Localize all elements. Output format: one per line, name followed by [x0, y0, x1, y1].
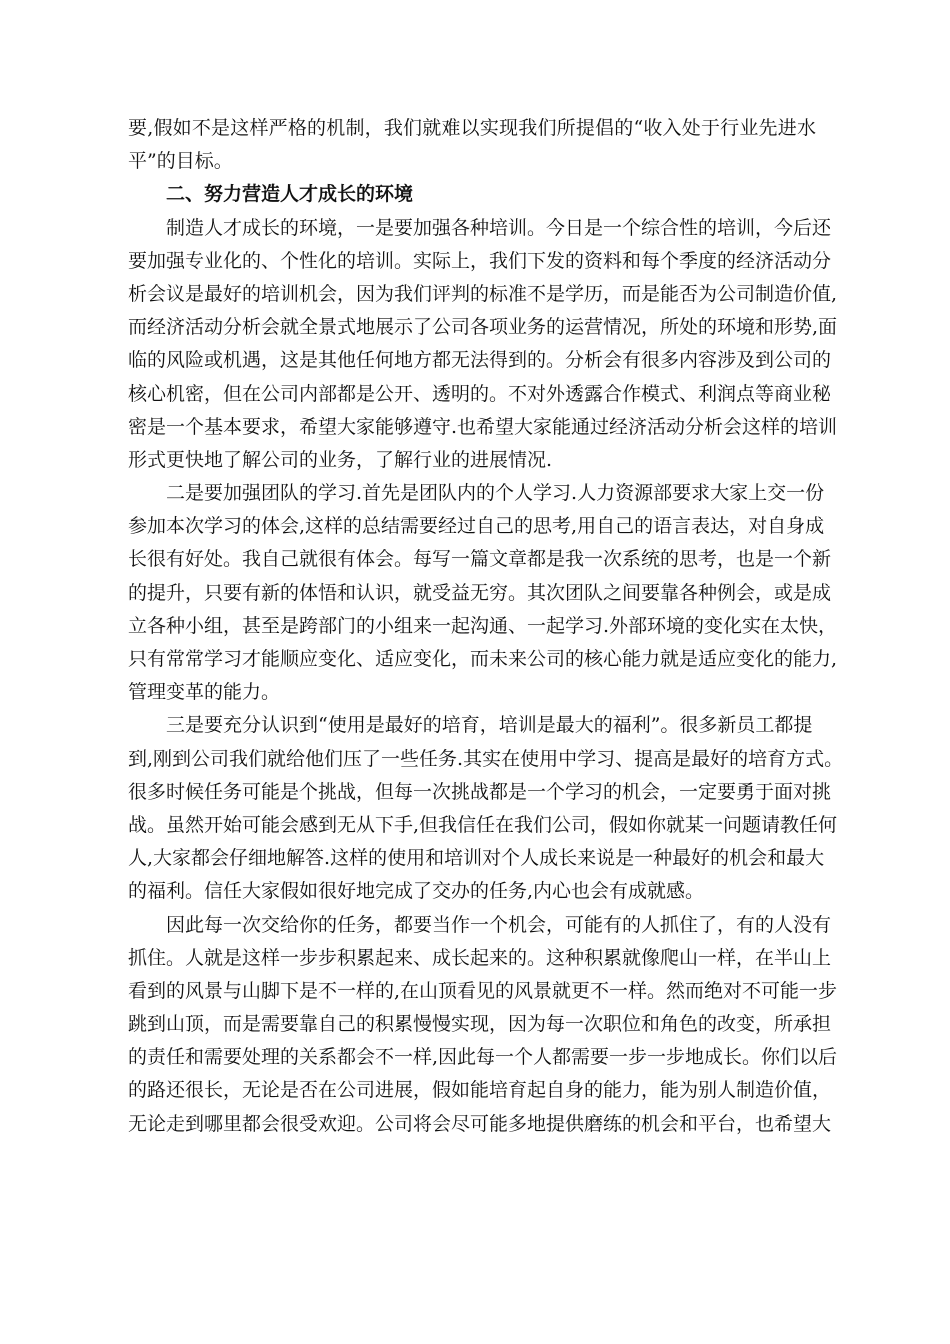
- text-line: 临的风险或机遇，这是其他任何地方都无法得到的。分析会有很多内容涉及到公司的: [128, 349, 832, 372]
- document-body: [128, 112, 850, 1141]
- text-line: 到,刚到公司我们就给他们压了一些任务.其实在使用中学习、提高是最好的培育方式。: [128, 747, 844, 770]
- section-heading: 二、努力营造人才成长的环境: [166, 183, 414, 206]
- text-line: 看到的风景与山脚下是不一样的,在山顶看见的风景就更不一样。然而绝对不可能一步: [128, 979, 838, 1002]
- text-line: 只有常常学习才能顺应变化、适应变化，而未来公司的核心能力就是适应变化的能力,: [128, 648, 838, 670]
- text-line: 的福利。信任大家假如很好地完成了交办的任务,内心也会有成就感。: [128, 880, 705, 903]
- text-line: 的责任和需要处理的关系都会不一样,因此每一个人都需要一步一步地成长。你们以后: [128, 1046, 838, 1069]
- text-line: 核心机密，但在公司内部都是公开、透明的。不对外透露合作模式、利润点等商业秘: [128, 382, 832, 405]
- text-line: 管理变革的能力。: [128, 681, 281, 704]
- text-line: 形式更快地了解公司的业务，了解行业的进展情况.: [128, 448, 553, 471]
- text-line: 析会议是最好的培训机会，因为我们评判的标准不是学历，而是能否为公司制造价值,: [128, 282, 838, 305]
- text-line: 的路还很长，无论是否在公司进展，假如能培育起自身的能力，能为别人制造价值，: [128, 1079, 832, 1102]
- text-line: 参加本次学习的体会,这样的总结需要经过自己的思考,用自己的语言表达，对自身成: [128, 515, 825, 538]
- paragraph-first-line: 二是要加强团队的学习.首先是团队内的个人学习.人力资源部要求大家上交一份: [166, 482, 825, 505]
- text-line: 无论走到哪里都会很受欢迎。公司将会尽可能多地提供磨练的机会和平台，也希望大: [128, 1112, 832, 1135]
- text-line: 跳到山顶，而是需要靠自己的积累慢慢实现，因为每一次职位和角色的改变，所承担: [128, 1013, 832, 1036]
- text-line: 很多时候任务可能是个挑战，但每一次挑战都是一个学习的机会，一定要勇于面对挑: [128, 780, 832, 803]
- paragraph-first-line: 三是要充分认识到“使用是最好的培育，培训是最大的福利”。很多新员工都提: [166, 714, 813, 737]
- text-line: 人,大家都会仔细地解答.这样的使用和培训对个人成长来说是一种最好的机会和最大: [128, 847, 825, 870]
- text-line: 平”的目标。: [128, 150, 233, 173]
- text-line: 立各种小组，甚至是跨部门的小组来一起沟通、一起学习.外部环境的变化实在太快，: [128, 614, 838, 637]
- text-line: 而经济活动分析会就全景式地展示了公司各项业务的运营情况，所处的环境和形势,面: [128, 316, 838, 339]
- paragraph-first-line: 因此每一次交给你的任务，都要当作一个机会，可能有的人抓住了，有的人没有: [166, 913, 832, 936]
- text-line: 抓住。人就是这样一步步积累起来、成长起来的。这种积累就像爬山一样，在半山上: [128, 946, 832, 969]
- text-line: 要,假如不是这样严格的机制，我们就难以实现我们所提倡的“收入处于行业先进水: [128, 117, 817, 139]
- text-line: 的提升，只要有新的体悟和认识，就受益无穷。其次团队之间要靠各种例会，或是成: [128, 581, 832, 604]
- text-line: 长很有好处。我自己就很有体会。每写一篇文章都是我一次系统的思考，也是一个新: [128, 548, 832, 571]
- text-line: 密是一个基本要求，希望大家能够遵守.也希望大家能通过经济活动分析会这样的培训: [128, 415, 838, 438]
- text-line: 战。虽然开始可能会感到无从下手,但我信任在我们公司，假如你就某一问题请教任何: [128, 813, 838, 836]
- text-line: 要加强专业化的、个性化的培训。实际上，我们下发的资料和每个季度的经济活动分: [128, 249, 832, 272]
- paragraph-first-line: 制造人才成长的环境，一是要加强各种培训。今日是一个综合性的培训，今后还: [166, 216, 832, 239]
